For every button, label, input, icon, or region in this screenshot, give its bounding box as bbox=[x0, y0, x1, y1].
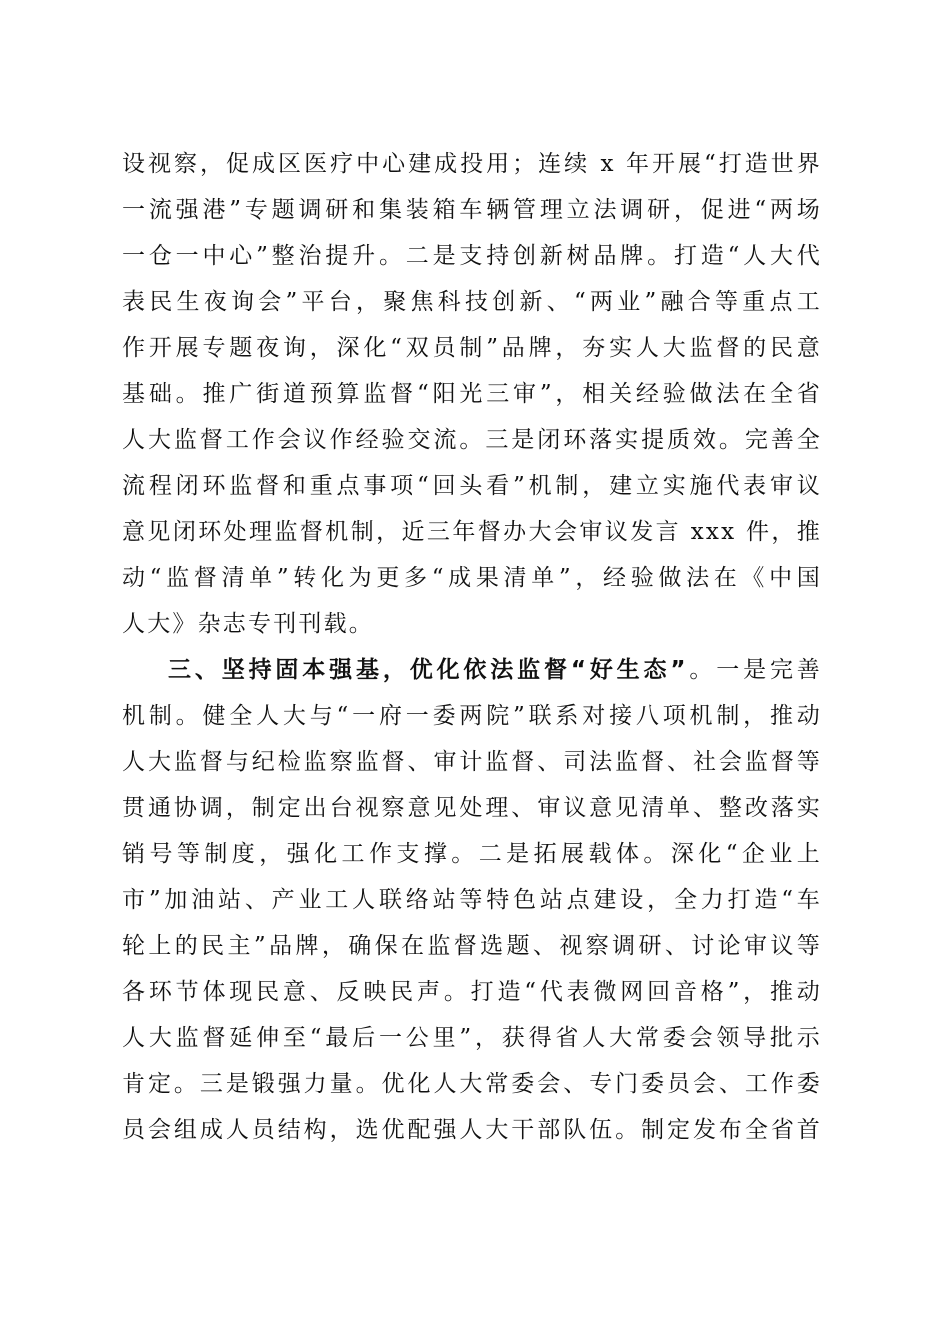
section-heading-tail: 。一是完善 bbox=[687, 657, 823, 683]
section-heading: 三、坚持固本强基，优化依法监督“好生态” bbox=[168, 657, 688, 683]
paragraph-line: 各环节体现民意、反映民声。打造“代表微网回音格”，推动 bbox=[122, 979, 822, 1005]
paragraph-line: 肯定。三是锻强力量。优化人大常委会、专门委员会、工作委 bbox=[122, 1071, 822, 1097]
paragraph-line: 市”加油站、产业工人联络站等特色站点建设，全力打造“车 bbox=[122, 887, 822, 913]
paragraph-line: 贯通协调，制定出台视察意见处理、审议意见清单、整改落实 bbox=[122, 795, 822, 821]
paragraph-line: 机制。健全人大与“一府一委两院”联系对接八项机制，推动 bbox=[122, 703, 822, 729]
paragraph-line: 基础。推广街道预算监督“阳光三审”，相关经验做法在全省 bbox=[122, 381, 822, 407]
paragraph-line: 一流强港”专题调研和集装箱车辆管理立法调研，促进“两场 bbox=[122, 197, 822, 223]
paragraph-line: 人大监督与纪检监察监督、审计监督、司法监督、社会监督等 bbox=[122, 749, 822, 775]
paragraph-line: 设视察，促成区医疗中心建成投用；连续 x 年开展“打造世界 bbox=[122, 151, 822, 177]
paragraph-line: 人大监督延伸至“最后一公里”，获得省人大常委会领导批示 bbox=[122, 1025, 822, 1051]
paragraph-line: 表民生夜询会”平台，聚焦科技创新、“两业”融合等重点工 bbox=[122, 289, 822, 315]
paragraph-line: 作开展专题夜询，深化“双员制”品牌，夯实人大监督的民意 bbox=[122, 335, 822, 361]
paragraph-line: 意见闭环处理监督机制，近三年督办大会审议发言 xxx 件，推 bbox=[122, 519, 822, 545]
paragraph-line: 销号等制度，强化工作支撑。二是拓展载体。深化“企业上 bbox=[122, 841, 822, 867]
paragraph-line: 员会组成人员结构，选优配强人大干部队伍。制定发布全省首 bbox=[122, 1117, 822, 1143]
paragraph-line: 轮上的民主”品牌，确保在监督选题、视察调研、讨论审议等 bbox=[122, 933, 822, 959]
paragraph-line: 动“监督清单”转化为更多“成果清单”，经验做法在《中国 bbox=[122, 565, 822, 591]
paragraph-line: 人大》杂志专刊刊载。 bbox=[122, 611, 374, 637]
paragraph-line: 流程闭环监督和重点事项“回头看”机制，建立实施代表审议 bbox=[122, 473, 822, 499]
paragraph-line: 一仓一中心”整治提升。二是支持创新树品牌。打造“人大代 bbox=[122, 243, 822, 269]
section-heading-line bbox=[168, 652, 822, 688]
paragraph-line: 人大监督工作会议作经验交流。三是闭环落实提质效。完善全 bbox=[122, 427, 822, 453]
